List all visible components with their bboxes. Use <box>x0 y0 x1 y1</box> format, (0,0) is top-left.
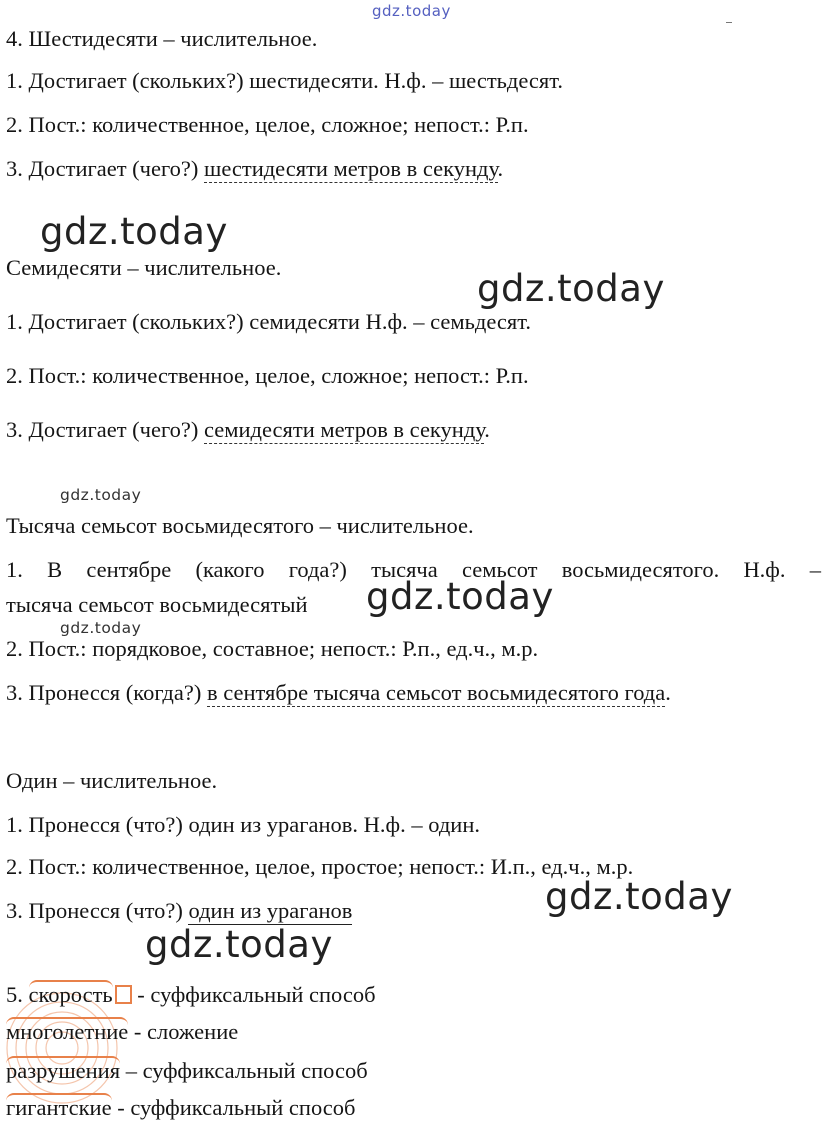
word-skorost-desc: - суффиксальный способ <box>131 982 376 1007</box>
word-skorost: скорость <box>28 982 113 1007</box>
thousand-line1-w8: Н.ф. <box>743 557 786 582</box>
seven-line3-post: . <box>484 417 490 442</box>
sec4-line3-post: . <box>497 156 504 181</box>
watermark-5: gdz.today <box>60 619 142 637</box>
thousand-line1-w2: сентябре <box>86 557 172 582</box>
thousand-line1-w3: (какого <box>195 557 265 582</box>
thousand-line3 <box>6 679 671 707</box>
suffix-mark-icon <box>115 985 132 1004</box>
seven-line1: 1. Достигает (скольких?) семидесяти Н.ф. – семьдесят. <box>6 309 531 334</box>
watermark-6: gdz.today <box>545 875 733 918</box>
thousand-line3-pre: 3. Пронесся (когда?) <box>6 680 207 705</box>
sec5-line2 <box>6 1018 238 1046</box>
seven-title: Семидесяти – числительное. <box>6 255 282 280</box>
watermark-1: gdz.today <box>40 210 228 253</box>
sec5-line3 <box>6 1057 368 1085</box>
watermark-4: gdz.today <box>366 575 554 618</box>
thousand-line3-underlined: в сентябре тысяча семьсот восьмидесятого года <box>206 680 666 705</box>
sec4-line1: 1. Достигает (скольких?) шестидесяти. Н.ф. – шестьдесят. <box>6 68 564 93</box>
thousand-title: Тысяча семьсот восьмидесятого – числительное. <box>6 513 474 538</box>
thousand-line1-w5: тысяча <box>371 557 438 582</box>
one-line1: 1. Пронесся (что?) один из ураганов. Н.ф. – один. <box>6 812 480 837</box>
word-razrusheniya-desc: – суффиксальный способ <box>120 1058 368 1083</box>
sec4-line3-underlined: шестидесяти метров в секунду <box>204 156 498 181</box>
seven-line2: 2. Пост.: количественное, целое, сложное; непост.: Р.п. <box>6 363 529 388</box>
sec4-line3-pre: 3. Достигает (чего?) <box>6 156 204 181</box>
one-line3-pre: 3. Пронесся (что?) <box>6 898 189 923</box>
thousand-line1-w9: – <box>809 557 821 582</box>
sec5-num: 5. <box>6 982 29 1007</box>
word-mnogoletnie: многолетние <box>6 1019 129 1044</box>
sec5-line1 <box>6 981 376 1009</box>
one-title: Один – числительное. <box>6 768 218 793</box>
thousand-line1b: тысяча семьсот восьмидесятый <box>6 592 308 617</box>
word-mnogoletnie-desc: - сложение <box>128 1019 239 1044</box>
word-gigantskie: гигантские <box>6 1095 112 1120</box>
thousand-line2: 2. Пост.: порядковое, составное; непост.: Р.п., ед.ч., м.р. <box>6 636 539 661</box>
seven-line3-underlined: семидесяти метров в секунду <box>204 417 485 442</box>
seven-line3 <box>6 416 490 444</box>
thousand-line1-w4: года?) <box>288 557 347 582</box>
sec5-line4 <box>6 1094 355 1122</box>
watermark-2: gdz.today <box>477 267 665 310</box>
one-line2: 2. Пост.: количественное, целое, простое; непост.: И.п., ед.ч., м.р. <box>6 854 634 879</box>
thousand-line3-post: . <box>665 680 671 705</box>
thousand-line1-w0: 1. <box>6 557 23 582</box>
watermark-3: gdz.today <box>60 486 142 504</box>
thousand-line1-w1: В <box>47 557 63 582</box>
thousand-line1-w6: семьсот <box>461 557 538 582</box>
sec4-title: 4. Шестидесяти – числительное. <box>6 26 318 51</box>
watermark-7: gdz.today <box>145 923 333 966</box>
sec4-line3 <box>6 155 503 183</box>
sec4-line2: 2. Пост.: количественное, целое, сложное; непост.: Р.п. <box>6 112 529 137</box>
speck <box>726 22 732 23</box>
seven-line3-pre: 3. Достигает (чего?) <box>6 417 204 442</box>
one-line3 <box>6 897 352 925</box>
thousand-line1-w7: восьмидесятого. <box>561 557 720 582</box>
watermark-top: gdz.today <box>372 2 451 20</box>
word-razrusheniya: разрушения <box>6 1058 121 1083</box>
one-line3-underlined: один из ураганов <box>188 898 353 923</box>
word-gigantskie-desc: - суффиксальный способ <box>111 1095 356 1120</box>
